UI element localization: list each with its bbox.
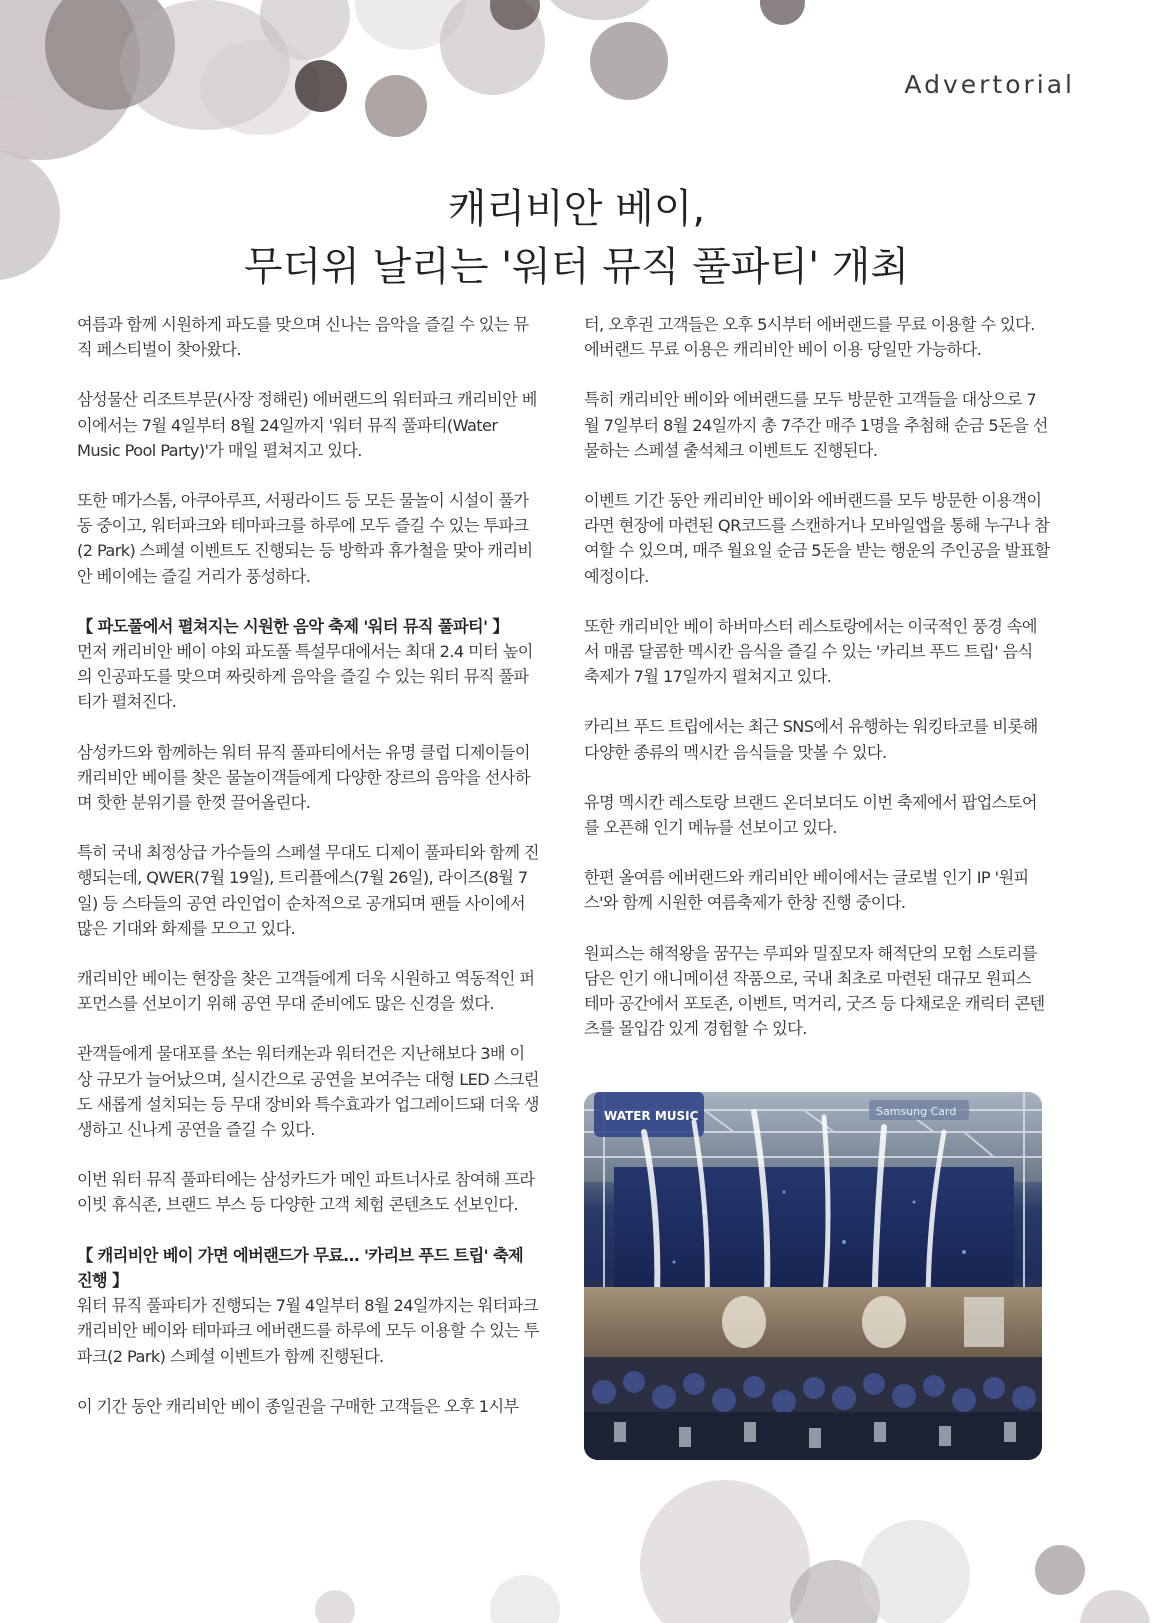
event-photo xyxy=(584,1092,1042,1460)
paragraph: 또한 캐리비안 베이 하버마스터 레스토랑에서는 이국적인 풍경 속에서 매콤 달콤한 멕시칸 음식을 즐길 수 있는 '카리브 푸드 트립' 음식 축제가 7월 17일까지 펼쳐지고 있다. xyxy=(584,616,1037,687)
event-photo-illustration xyxy=(584,1092,1042,1460)
decor-bubble xyxy=(545,0,655,20)
decor-bubble xyxy=(365,75,427,137)
paragraph: 한편 올여름 에버랜드와 캐리비안 베이에서는 글로벌 인기 IP '원피스'와 함께 시원한 여름축제가 한창 진행 중이다. xyxy=(584,868,1029,913)
decor-bubble xyxy=(860,1520,970,1623)
section-label: Advertorial xyxy=(904,70,1075,99)
paragraph: 삼성물산 리조트부문(사장 정해린) 에버랜드의 워터파크 캐리비안 베이에서는 7월 4일부터 8월 24일까지 '워터 뮤직 풀파티(Water Music Pool Party)'가 매일 펼쳐지고 있다. xyxy=(77,390,537,460)
decor-bubble xyxy=(590,22,668,100)
paragraph: 삼성카드와 함께하는 워터 뮤직 풀파티에서는 유명 클럽 디제이들이 캐리비안 베이를 찾은 물놀이객들에게 다양한 장르의 음악을 선사하며 핫한 분위기를 한껏 끌어올린다. xyxy=(77,742,530,813)
paragraph: 캐리비안 베이는 현장을 찾은 고객들에게 더욱 시원하고 역동적인 퍼포먼스를 선보이기 위해 공연 무대 준비에도 많은 신경을 썼다. xyxy=(77,969,535,1014)
section-heading: 【 파도풀에서 펼쳐지는 시원한 음악 축제 '워터 뮤직 풀파티' 】 xyxy=(77,616,509,636)
paragraph: 이번 워터 뮤직 풀파티에는 삼성카드가 메인 파트너사로 참여해 프라이빗 휴식존, 브랜드 부스 등 다양한 고객 체험 콘텐츠도 선보인다. xyxy=(77,1170,535,1215)
photo-banner-right: Samsung Card xyxy=(876,1105,957,1118)
paragraph: 워터 뮤직 풀파티가 진행되는 7월 4일부터 8월 24일까지는 워터파크 캐리비안 베이와 테마파크 에버랜드를 하루에 모두 이용할 수 있는 투파크(2 Park) 스페셜 이벤트가 함께 진행된다. xyxy=(77,1296,539,1366)
decor-bubble xyxy=(490,1575,560,1623)
paragraph: 터, 오후권 고객들은 오후 5시부터 에버랜드를 무료 이용할 수 있다. 에버랜드 무료 이용은 캐리비안 베이 이용 당일만 가능하다. xyxy=(584,315,1035,360)
paragraph: 이 기간 동안 캐리비안 베이 종일권을 구매한 고객들은 오후 1시부 xyxy=(77,1396,519,1416)
paragraph: 특히 국내 최정상급 가수들의 스페셜 무대도 디제이 풀파티와 함께 진행되는데, QWER(7월 19일), 트리플에스(7월 26일), 라이즈(8월 7일) 등 스타들의 공연 라인업이 순차적으로 공개되며 팬들 사이에서 많은 기대와 화제를 모으고 있다. xyxy=(77,843,539,938)
paragraph: 먼저 캐리비안 베이 야외 파도풀 특설무대에서는 최대 2.4 미터 높이의 인공파도를 맞으며 짜릿하게 음악을 즐길 수 있는 워터 뮤직 풀파티가 펼쳐진다. xyxy=(77,642,533,712)
paragraph: 여름과 함께 시원하게 파도를 맞으며 신나는 음악을 즐길 수 있는 뮤직 페스티벌이 찾아왔다. xyxy=(77,315,529,360)
paragraph: 특히 캐리비안 베이와 에버랜드를 모두 방문한 고객들을 대상으로 7월 7일부터 8월 24일까지 총 7주간 매주 1명을 추첨해 순금 5돈을 선물하는 스페셜 출석체크 이벤트도 진행된다. xyxy=(584,390,1048,460)
decor-bubble xyxy=(1080,1590,1150,1623)
paragraph: 유명 멕시칸 레스토랑 브랜드 온더보더도 이번 축제에서 팝업스토어를 오픈해 인기 메뉴를 선보이고 있다. xyxy=(584,792,1037,838)
decor-bubble xyxy=(315,1590,355,1623)
article-title-line: 무더위 날리는 '워터 뮤직 풀파티' 개최 xyxy=(243,244,910,290)
decor-bubble xyxy=(295,60,347,112)
article-title-line: 캐리비안 베이, xyxy=(447,186,706,232)
section-heading: 【 캐리비안 베이 가면 에버랜드가 무료… '카리브 푸드 트립' 축제 진행 】 xyxy=(77,1245,524,1290)
paragraph: 또한 메가스톰, 아쿠아루프, 서핑라이드 등 모든 물놀이 시설이 풀가동 중이고, 워터파크와 테마파크를 하루에 모두 즐길 수 있는 투파크(2 Park) 스페셜 이벤트도 진행되는 등 방학과 휴가철을 맞아 캐리비안 베이에는 즐길 거리가 풍성하다. xyxy=(77,491,533,586)
paragraph: 관객들에게 물대포를 쏘는 워터캐논과 워터건은 지난해보다 3배 이상 규모가 늘어났으며, 실시간으로 공연을 보여주는 대형 LED 스크린도 새롭게 설치되는 등 무대 장비와 특수효과가 업그레이드돼 더욱 생생하고 신나게 공연을 즐길 수 있다. xyxy=(77,1044,539,1140)
paragraph: 원피스는 해적왕을 꿈꾸는 루피와 밀짚모자 해적단의 모험 스토리를 담은 인기 애니메이션 작품으로, 국내 최초로 마련된 대규모 원피스 테마 공간에서 포토존, 이벤트, 먹거리, 굿즈 등 다채로운 캐릭터 콘텐츠를 몰입감 있게 경험할 수 있다. xyxy=(584,943,1045,1039)
decor-bubble xyxy=(640,1480,810,1623)
paragraph: 카리브 푸드 트립에서는 최근 SNS에서 유행하는 워킹타코를 비롯해 다양한 종류의 멕시칸 음식들을 맛볼 수 있다. xyxy=(584,717,1038,762)
article-title xyxy=(0,180,1153,296)
photo-banner-left: WATER MUSIC xyxy=(604,1109,699,1123)
left-column xyxy=(77,312,539,1444)
right-column xyxy=(584,312,1050,1066)
decor-bubble xyxy=(760,0,805,25)
paragraph: 이벤트 기간 동안 캐리비안 베이와 에버랜드를 모두 방문한 이용객이라면 현장에 마련된 QR코드를 스캔하거나 모바일앱을 통해 누구나 참여할 수 있으며, 매주 월요일 순금 5돈을 받는 행운의 주인공을 발표할 예정이다. xyxy=(584,491,1050,586)
decor-bubble xyxy=(1035,1545,1085,1595)
